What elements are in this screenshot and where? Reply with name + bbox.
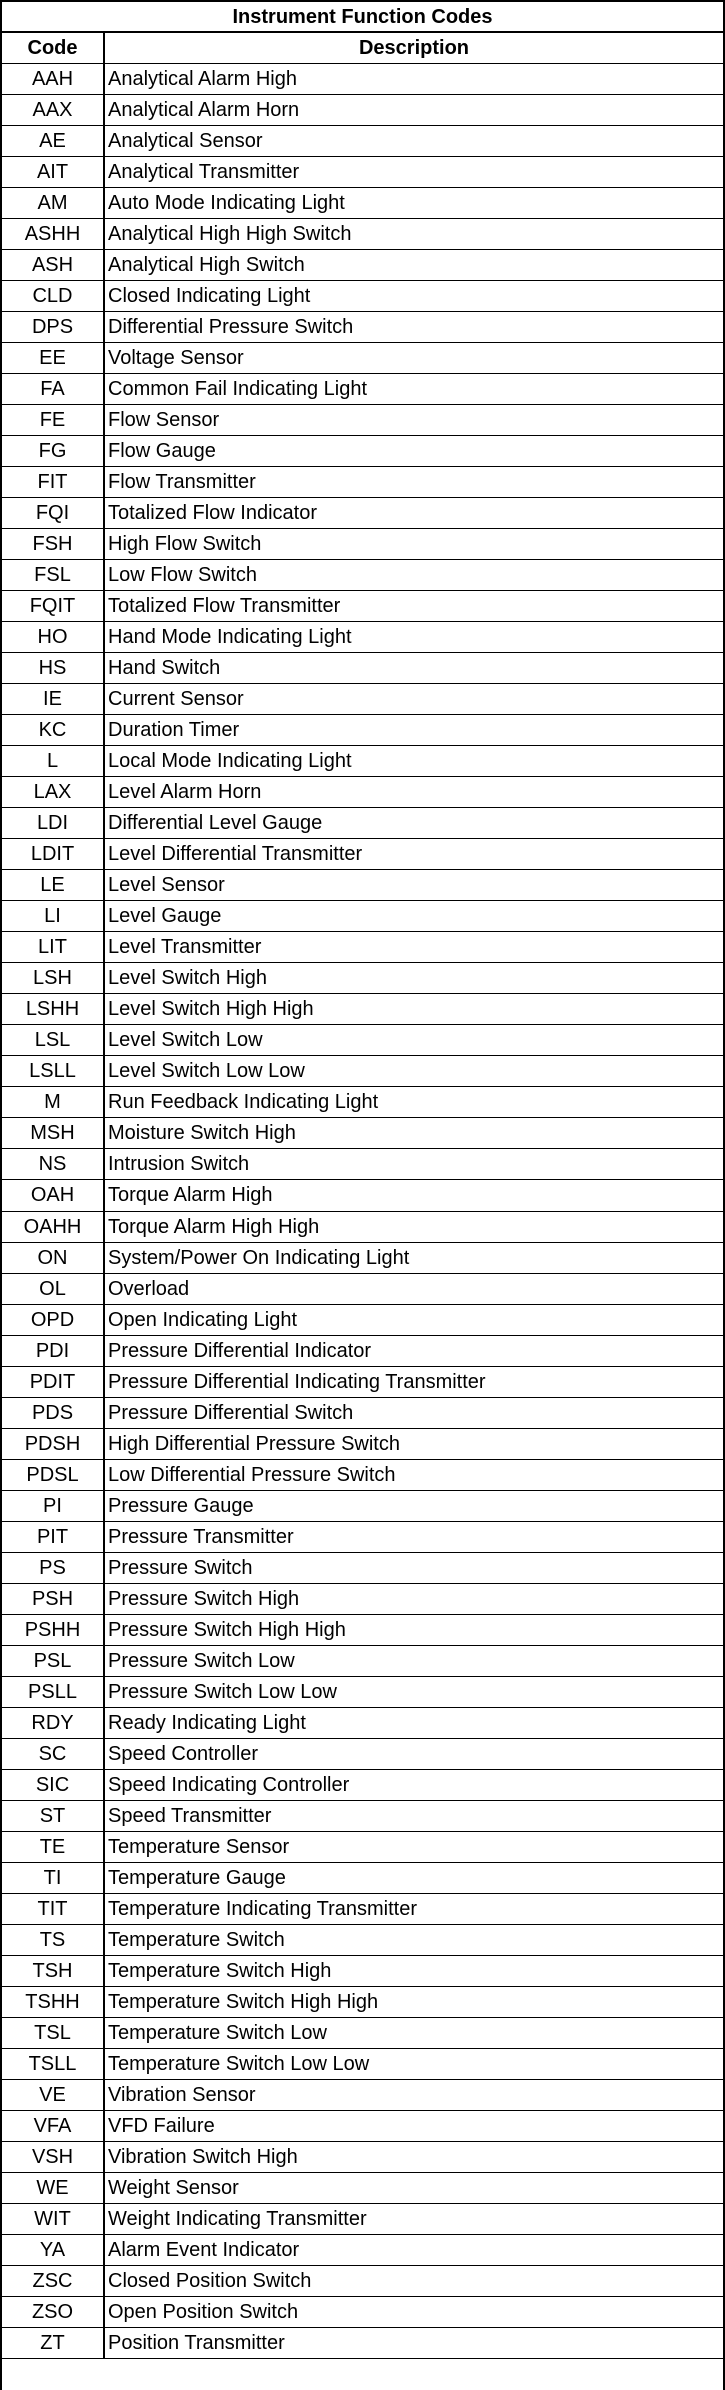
table-cell-description: Level Alarm Horn [105,777,723,808]
table-cell-code: CLD [2,281,105,312]
table-cell-code: TIT [2,1894,105,1925]
table-cell-description: Auto Mode Indicating Light [105,188,723,219]
table-cell-code: LDIT [2,839,105,870]
table-cell-code: SC [2,1739,105,1770]
table-cell-code: ST [2,1801,105,1832]
table-cell-description: Hand Switch [105,653,723,684]
table-cell-code: LSLL [2,1056,105,1087]
table-cell-code: PSLL [2,1677,105,1708]
table-cell-description: Voltage Sensor [105,343,723,374]
table-cell-code: DPS [2,312,105,343]
table-cell-code: PIT [2,1522,105,1553]
table-cell-code: PSL [2,1646,105,1677]
table-cell-code: LSH [2,963,105,994]
table-cell-code: OAH [2,1180,105,1211]
table-cell-description: Torque Alarm High [105,1180,723,1211]
table-cell-code: FG [2,436,105,467]
table-cell-description: Differential Pressure Switch [105,312,723,343]
table-cell-description: Temperature Switch High [105,1956,723,1987]
table-cell-code: HO [2,622,105,653]
table-cell-description: Pressure Gauge [105,1491,723,1522]
table-cell-description: Current Sensor [105,684,723,715]
table-cell-code: LI [2,901,105,932]
table-cell-description: Torque Alarm High High [105,1212,723,1243]
table-cell-description: Pressure Switch High [105,1584,723,1615]
table-cell-description: Pressure Switch [105,1553,723,1584]
table-cell-description: Temperature Switch Low [105,2018,723,2049]
table-cell-description: Low Flow Switch [105,560,723,591]
table-cell-code: FSL [2,560,105,591]
table-cell-description: Temperature Switch High High [105,1987,723,2018]
table-cell-code: TI [2,1863,105,1894]
table-cell-code: PS [2,1553,105,1584]
table-cell-description: Analytical Transmitter [105,157,723,188]
table-cell-description: Pressure Differential Indicating Transmitter [105,1367,723,1398]
table-cell-description: Flow Sensor [105,405,723,436]
table-cell-code: TS [2,1925,105,1956]
table-cell-description: Position Transmitter [105,2328,723,2359]
table-cell-description: Temperature Indicating Transmitter [105,1894,723,1925]
table-cell-description: VFD Failure [105,2111,723,2142]
table-cell-code: OPD [2,1305,105,1336]
table-cell-code: ON [2,1243,105,1274]
table-cell-description: Differential Level Gauge [105,808,723,839]
table-cell-description: Pressure Switch Low [105,1646,723,1677]
table-cell-description: Vibration Sensor [105,2080,723,2111]
table-cell-code: PI [2,1491,105,1522]
table-cell-description: Level Switch Low [105,1025,723,1056]
table-cell-description: Common Fail Indicating Light [105,374,723,405]
table-cell-code: FQI [2,498,105,529]
table-cell-description: Moisture Switch High [105,1118,723,1149]
table-cell-code: FQIT [2,591,105,622]
table-cell-code: WE [2,2173,105,2204]
table-cell-description: Closed Position Switch [105,2266,723,2297]
table-cell-code: NS [2,1149,105,1180]
table-cell-code: LSL [2,1025,105,1056]
table-cell-code: EE [2,343,105,374]
table-cell-description: Pressure Switch High High [105,1615,723,1646]
table-cell-code: FA [2,374,105,405]
table-cell-description: Level Gauge [105,901,723,932]
table-cell-description: Vibration Switch High [105,2142,723,2173]
table-cell-code: TE [2,1832,105,1863]
table-cell-code: FSH [2,529,105,560]
table-cell-description: Level Sensor [105,870,723,901]
table-cell-description: Pressure Differential Indicator [105,1336,723,1367]
table-cell-description: Analytical High High Switch [105,219,723,250]
table-cell-code: LIT [2,932,105,963]
table-cell-description: Analytical Sensor [105,126,723,157]
table-cell-description: Analytical High Switch [105,250,723,281]
table-cell-description: Analytical Alarm High [105,64,723,95]
table-cell-description: Run Feedback Indicating Light [105,1087,723,1118]
code-column-header: Code [2,33,105,64]
table-cell-code: PDSH [2,1429,105,1460]
table-cell-description: Speed Controller [105,1739,723,1770]
table-cell-code: ZSC [2,2266,105,2297]
description-column-header: Description [105,33,723,64]
table-cell-description: Duration Timer [105,715,723,746]
table-title: Instrument Function Codes [2,2,723,33]
table-cell-code: YA [2,2235,105,2266]
table-cell-code: KC [2,715,105,746]
table-cell-code: PSHH [2,1615,105,1646]
table-cell-code: IE [2,684,105,715]
table-cell-description: Closed Indicating Light [105,281,723,312]
table-cell-code: PDS [2,1398,105,1429]
table-cell-description: Analytical Alarm Horn [105,95,723,126]
table-cell-code: OL [2,1274,105,1305]
table-cell-description: Temperature Sensor [105,1832,723,1863]
table-cell-code: VE [2,2080,105,2111]
table-cell-description: Level Switch Low Low [105,1056,723,1087]
table-cell-code: PDIT [2,1367,105,1398]
table-cell-code: VSH [2,2142,105,2173]
table-cell-code: ASH [2,250,105,281]
table-cell-description: Level Switch High [105,963,723,994]
table-cell-code: TSLL [2,2049,105,2080]
table-cell-code: ZT [2,2328,105,2359]
table-cell-code: M [2,1087,105,1118]
table-cell-code: PDSL [2,1460,105,1491]
table-cell-code: L [2,746,105,777]
table-cell-code: LE [2,870,105,901]
table-cell-description: Weight Indicating Transmitter [105,2204,723,2235]
table-cell-description: Alarm Event Indicator [105,2235,723,2266]
table-cell-code: TSHH [2,1987,105,2018]
table-cell-description: Flow Gauge [105,436,723,467]
table-cell-description: Hand Mode Indicating Light [105,622,723,653]
table-cell-description: Temperature Switch Low Low [105,2049,723,2080]
table-cell-description: Low Differential Pressure Switch [105,1460,723,1491]
table-cell-code: RDY [2,1708,105,1739]
table-cell-description: Speed Transmitter [105,1801,723,1832]
table-cell-description: Level Switch High High [105,994,723,1025]
table-cell-code: ZSO [2,2297,105,2328]
table-cell-description: High Differential Pressure Switch [105,1429,723,1460]
table-cell-description: System/Power On Indicating Light [105,1243,723,1274]
table-cell-description: Pressure Switch Low Low [105,1677,723,1708]
table-cell-code: MSH [2,1118,105,1149]
table-cell-description: High Flow Switch [105,529,723,560]
table-cell-code: AIT [2,157,105,188]
table-cell-description: Pressure Transmitter [105,1522,723,1553]
table-cell-description: Totalized Flow Transmitter [105,591,723,622]
table-cell-description: Totalized Flow Indicator [105,498,723,529]
table-cell-code: PDI [2,1336,105,1367]
table-cell-description: Speed Indicating Controller [105,1770,723,1801]
table-cell-description: Pressure Differential Switch [105,1398,723,1429]
table-cell-description: Temperature Gauge [105,1863,723,1894]
table-cell-description: Flow Transmitter [105,467,723,498]
table-cell-code: LDI [2,808,105,839]
table-cell-code: AAH [2,64,105,95]
table-cell-code: AAX [2,95,105,126]
table-cell-description: Local Mode Indicating Light [105,746,723,777]
table-cell-description: Intrusion Switch [105,1149,723,1180]
table-cell-code: OAHH [2,1212,105,1243]
table-cell-code: TSL [2,2018,105,2049]
table-cell-code: WIT [2,2204,105,2235]
table-cell-code: LAX [2,777,105,808]
table-cell-description: Overload [105,1274,723,1305]
table-cell-code: PSH [2,1584,105,1615]
table-cell-code: TSH [2,1956,105,1987]
table-cell-code: AE [2,126,105,157]
table-cell-description: Temperature Switch [105,1925,723,1956]
table-cell-description: Level Differential Transmitter [105,839,723,870]
table-cell-description: Open Indicating Light [105,1305,723,1336]
table-cell-code: AM [2,188,105,219]
table-cell-description: Level Transmitter [105,932,723,963]
table-cell-description: Open Position Switch [105,2297,723,2328]
table-cell-code: FE [2,405,105,436]
table-cell-code: SIC [2,1770,105,1801]
table-cell-code: LSHH [2,994,105,1025]
table-cell-code: HS [2,653,105,684]
table-cell-description: Ready Indicating Light [105,1708,723,1739]
table-cell-description: Weight Sensor [105,2173,723,2204]
table-cell-code: VFA [2,2111,105,2142]
table-cell-code: ASHH [2,219,105,250]
table-cell-code: FIT [2,467,105,498]
